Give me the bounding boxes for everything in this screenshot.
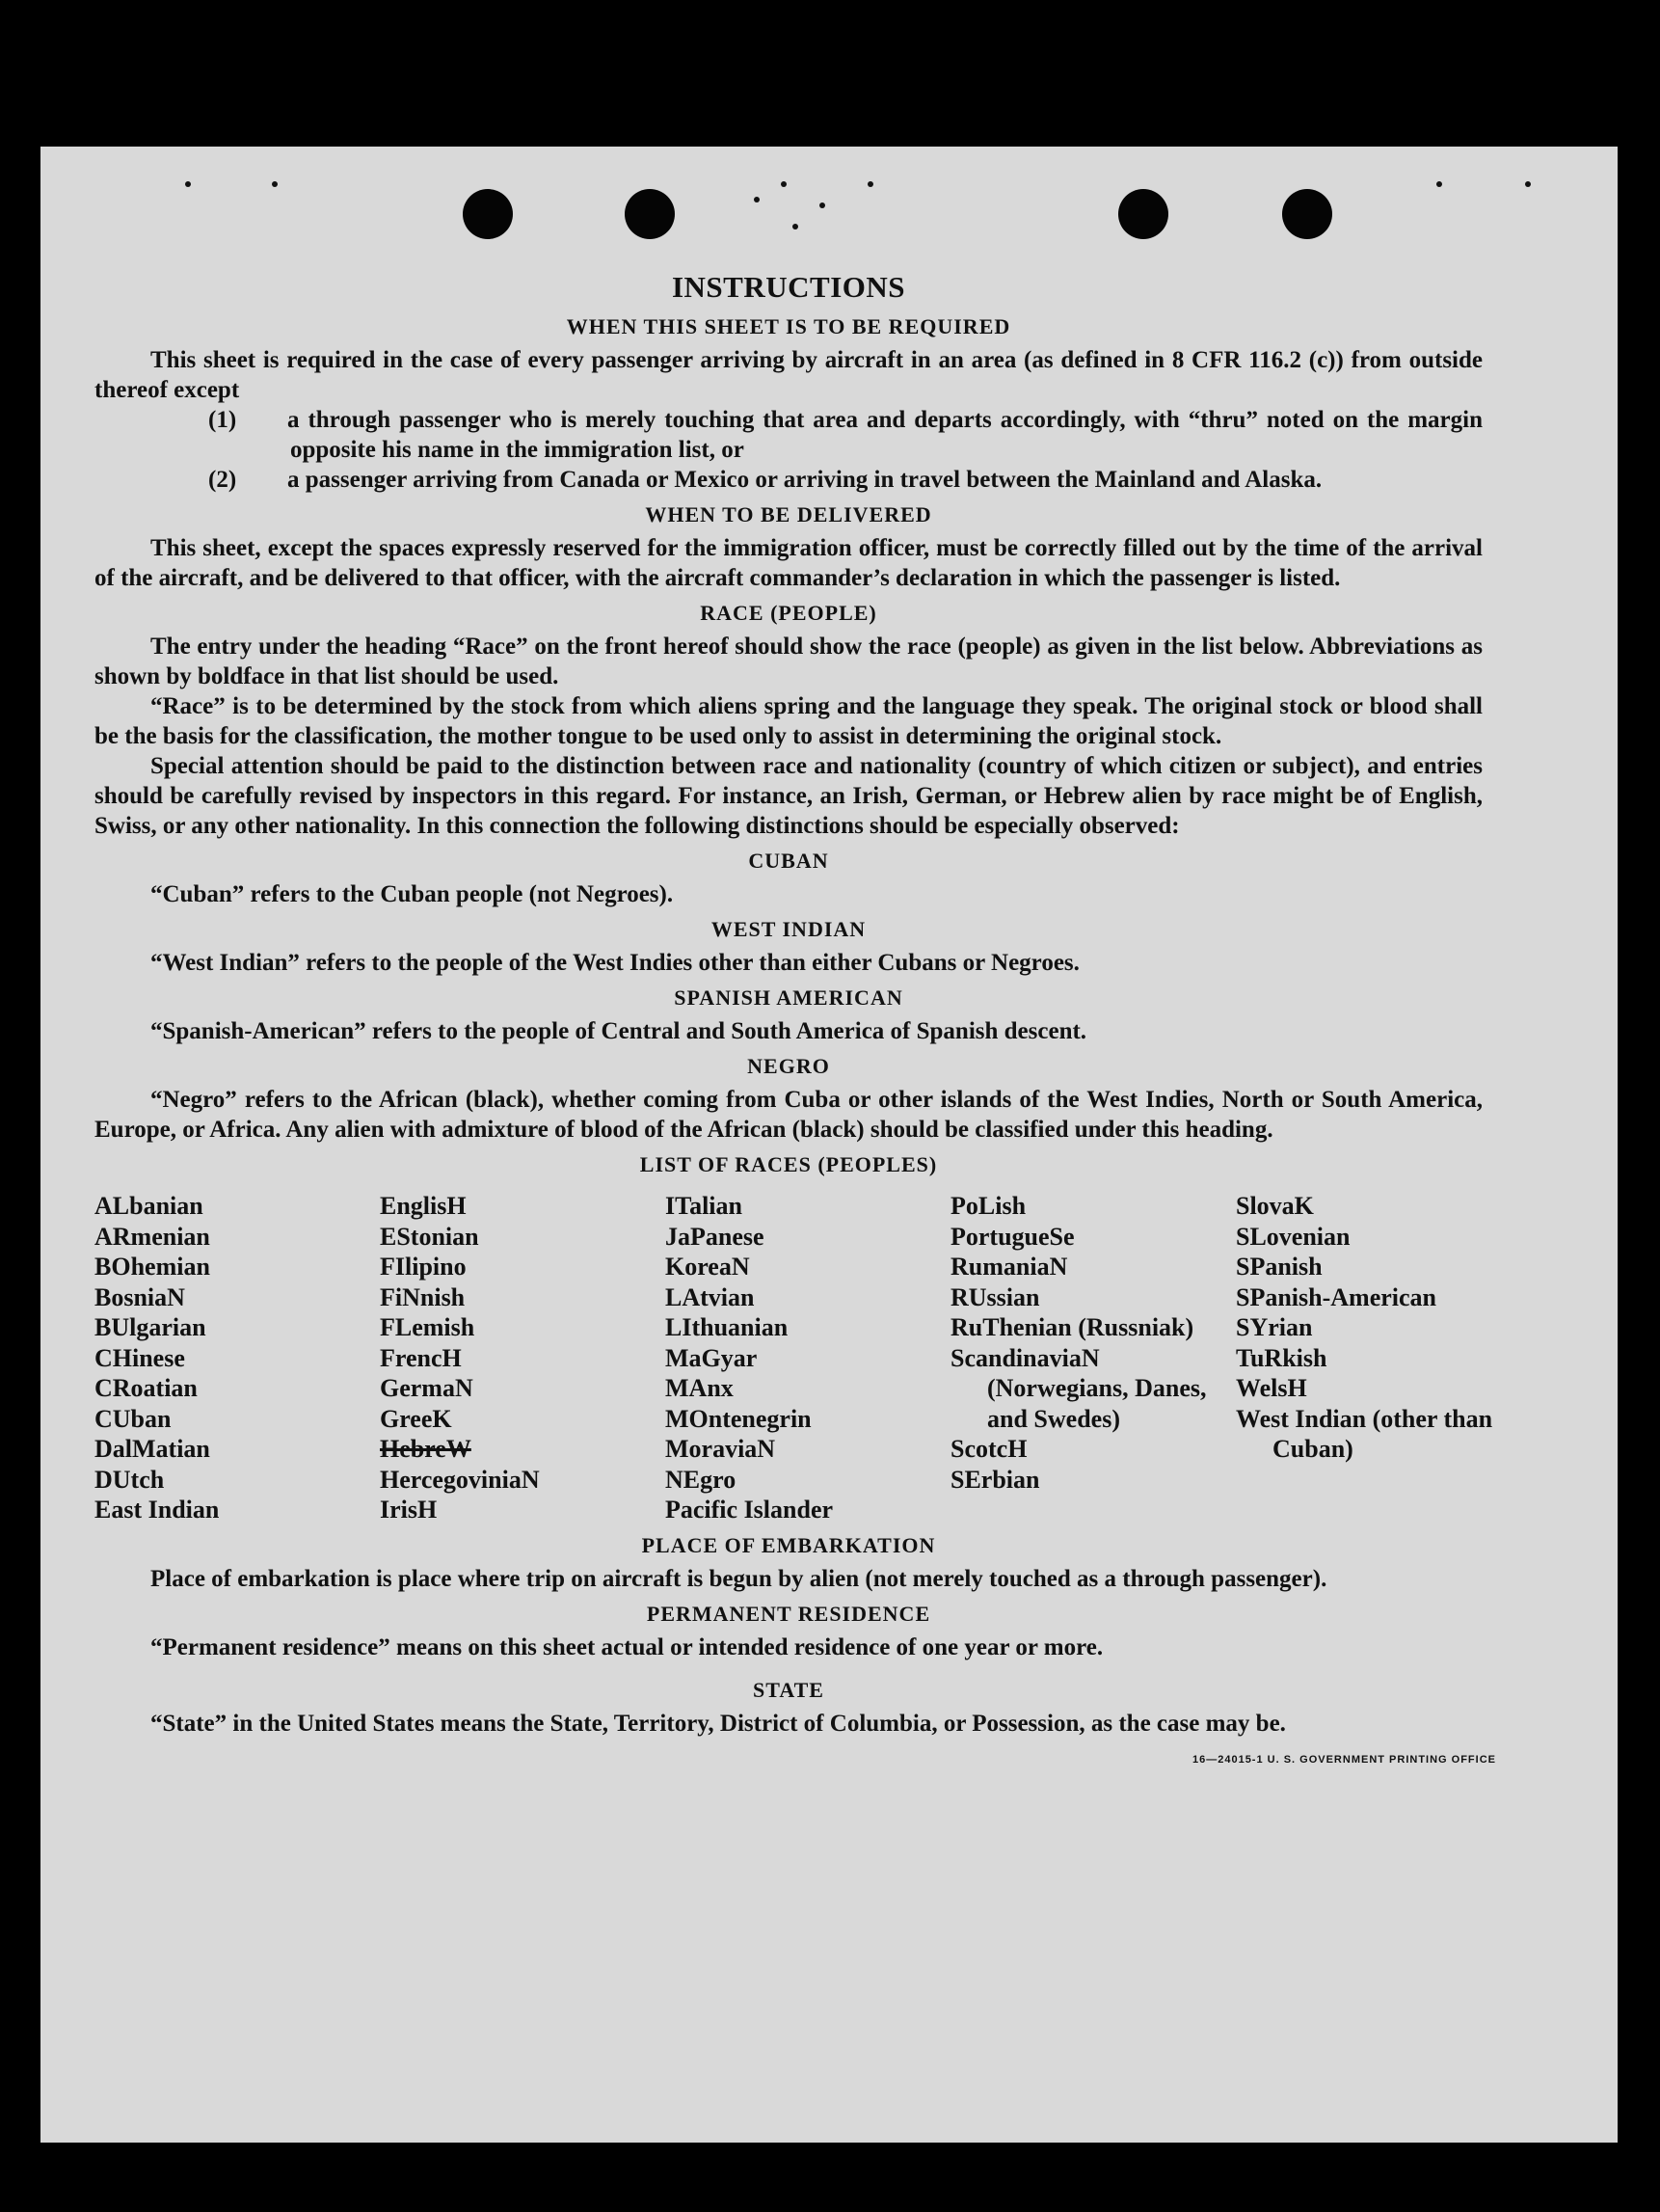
race-item: KoreaN <box>665 1253 750 1281</box>
document-sheet <box>40 147 1618 2143</box>
cuban-text: “Cuban” refers to the Cuban people (not Negroes). <box>150 881 674 907</box>
race-item: NEgro <box>665 1465 736 1494</box>
race-item: JaPanese <box>665 1222 764 1251</box>
race-item: ITalian <box>665 1192 742 1220</box>
exception-item <box>94 465 1483 495</box>
exception-text: a passenger arriving from Canada or Mexico or arriving in travel between the Mainland and Alaska. <box>287 467 1323 493</box>
heading-cuban: CUBAN <box>748 849 829 873</box>
spanish-american-text: “Spanish-American” refers to the people of Central and South America of Spanish descent. <box>150 1018 1087 1044</box>
state-text: “State” in the United States means the State, Territory, District of Columbia, or Possession, as the case may be. <box>150 1710 1286 1737</box>
race-item: CRoatian <box>94 1374 198 1402</box>
race-item: FIlipino <box>380 1253 467 1281</box>
race-item: RUssian <box>950 1282 1040 1311</box>
race-item: SErbian <box>950 1465 1040 1494</box>
paper-speck <box>1436 181 1442 187</box>
west-indian-text: “West Indian” refers to the people of the West Indies other than either Cubans or Negroes. <box>150 950 1080 976</box>
heading-embarkation: PLACE OF EMBARKATION <box>641 1532 936 1557</box>
heading-when-delivered: WHEN TO BE DELIVERED <box>645 502 932 526</box>
punch-hole <box>1282 189 1332 239</box>
permanent-residence-text: “Permanent residence” means on this sheet actual or intended residence of one year or more. <box>150 1633 1104 1660</box>
race-item: LAtvian <box>665 1282 755 1311</box>
race-item: HercegoviniaN <box>380 1465 540 1494</box>
heading-when-required: WHEN THIS SHEET IS TO BE REQUIRED <box>566 314 1011 338</box>
paper-speck <box>272 181 278 187</box>
race-item: BUlgarian <box>94 1313 206 1341</box>
race-item: MOntenegrin <box>665 1404 812 1433</box>
race-item: SlovaK <box>1236 1192 1314 1220</box>
punch-hole <box>1118 189 1168 239</box>
paper-speck <box>754 197 760 202</box>
race-item: FLemish <box>380 1313 475 1341</box>
race-item: SLovenian <box>1236 1222 1351 1251</box>
race-item: RuThenian (Russniak) <box>950 1313 1194 1341</box>
race-item: PortugueSe <box>950 1222 1075 1251</box>
race-item: ScandinaviaN (Norwegians, Danes, and Swedes) <box>950 1343 1207 1433</box>
race-paragraph: Special attention should be paid to the distinction between race and nationality (country of which citizen or subject), and entries should be carefully revised by inspectors in this regard. For instance, an Irish, German, or Hebrew alien by race might be of English, Swiss, or any other nationality. In this connection the following distinctions should be especially observed: <box>94 753 1483 839</box>
race-item: DUtch <box>94 1465 165 1494</box>
race-item: GreeK <box>380 1404 452 1433</box>
negro-text: “Negro” refers to the African (black), whether coming from Cuba or other islands of the West Indies, North or South America, Europe, or Africa. Any alien with admixture of blood of the African (black) should be classified under this heading. <box>94 1087 1483 1143</box>
race-item: SPanish <box>1236 1253 1323 1281</box>
race-item: ARmenian <box>94 1222 210 1251</box>
race-item: BOhemian <box>94 1253 210 1281</box>
race-item: PoLish <box>950 1192 1027 1220</box>
paper-speck <box>185 181 191 187</box>
race-column <box>665 1191 950 1525</box>
heading-state: STATE <box>753 1677 824 1702</box>
paper-speck <box>792 224 798 229</box>
race-item: SPanish-American <box>1236 1282 1436 1311</box>
race-column <box>950 1191 1236 1525</box>
paper-speck <box>868 181 873 187</box>
exception-number: (1) <box>208 407 237 433</box>
heading-west-indian: WEST INDIAN <box>710 917 867 941</box>
race-item: GermaN <box>380 1374 473 1402</box>
punch-hole <box>463 189 513 239</box>
race-column <box>1236 1191 1521 1525</box>
race-item: East Indian <box>94 1496 220 1524</box>
paper-speck <box>819 202 825 208</box>
race-item: West Indian (other than Cuban) <box>1236 1404 1493 1463</box>
race-item: EnglisH <box>380 1192 467 1220</box>
race-item: SYrian <box>1236 1313 1313 1341</box>
race-column <box>380 1191 665 1525</box>
race-item: MoraviaN <box>665 1435 776 1463</box>
race-item: WelsH <box>1236 1374 1307 1402</box>
heading-permanent-residence: PERMANENT RESIDENCE <box>646 1601 931 1626</box>
race-item: CHinese <box>94 1343 185 1372</box>
heading-spanish-american: SPANISH AMERICAN <box>674 985 903 1010</box>
race-list <box>94 1191 1521 1525</box>
race-item: LIthuanian <box>665 1313 789 1341</box>
heading-negro: NEGRO <box>747 1054 830 1078</box>
race-item: IrisH <box>380 1496 438 1524</box>
exception-item <box>94 405 1483 465</box>
race-item: RumaniaN <box>950 1253 1068 1281</box>
race-item: FrencH <box>380 1343 462 1372</box>
exception-number: (2) <box>208 467 237 493</box>
heading-race: RACE (PEOPLE) <box>700 601 877 625</box>
race-item: EStonian <box>380 1222 479 1251</box>
embarkation-text: Place of embarkation is place where trip on aircraft is begun by alien (not merely touched as a through passenger). <box>150 1565 1327 1592</box>
race-item: MAnx <box>665 1374 734 1402</box>
paper-speck <box>781 181 787 187</box>
race-item: TuRkish <box>1236 1343 1327 1372</box>
race-item: ALbanian <box>94 1192 203 1220</box>
page-title: INSTRUCTIONS <box>671 270 905 304</box>
state-block <box>94 1709 1496 1766</box>
paper-speck <box>1525 181 1531 187</box>
race-item: DalMatian <box>94 1435 210 1463</box>
when-delivered-text: This sheet, except the spaces expressly reserved for the immigration officer, must be correctly filled out by the time of the arrival of the aircraft, and be delivered to that officer, with the aircraft commander’s declaration in which the passenger is listed. <box>94 535 1483 591</box>
heading-list-of-races: LIST OF RACES (PEOPLES) <box>639 1152 938 1176</box>
exception-text: a through passenger who is merely touching that area and departs accordingly, with “thru” noted on the margin opposite his name in the immigration list, or <box>287 407 1483 463</box>
punch-hole <box>625 189 675 239</box>
race-item: MaGyar <box>665 1343 758 1372</box>
race-item-struck: HebreW <box>380 1435 471 1463</box>
race-column <box>94 1191 380 1525</box>
race-item: BosniaN <box>94 1282 185 1311</box>
when-required-text: This sheet is required in the case of every passenger arriving by aircraft in an area (as defined in 8 CFR 116.2 (c)) from outside thereof except <box>94 347 1483 403</box>
race-item: Pacific Islander <box>665 1496 834 1524</box>
instructions-content <box>94 268 1496 1766</box>
race-paragraph: “Race” is to be determined by the stock from which aliens spring and the language they speak. The original stock or blood shall be the basis for the classification, the mother tongue to be used only to assist in determining the original stock. <box>94 693 1483 749</box>
race-paragraph: The entry under the heading “Race” on the front hereof should show the race (people) as given in the list below. Abbreviations as shown by boldface in that list should be used. <box>94 634 1483 689</box>
race-item: FiNnish <box>380 1282 466 1311</box>
race-item: ScotcH <box>950 1435 1028 1463</box>
print-code: 16—24015-1 U. S. GOVERNMENT PRINTING OFFICE <box>1191 1753 1496 1766</box>
race-item: CUban <box>94 1404 172 1433</box>
